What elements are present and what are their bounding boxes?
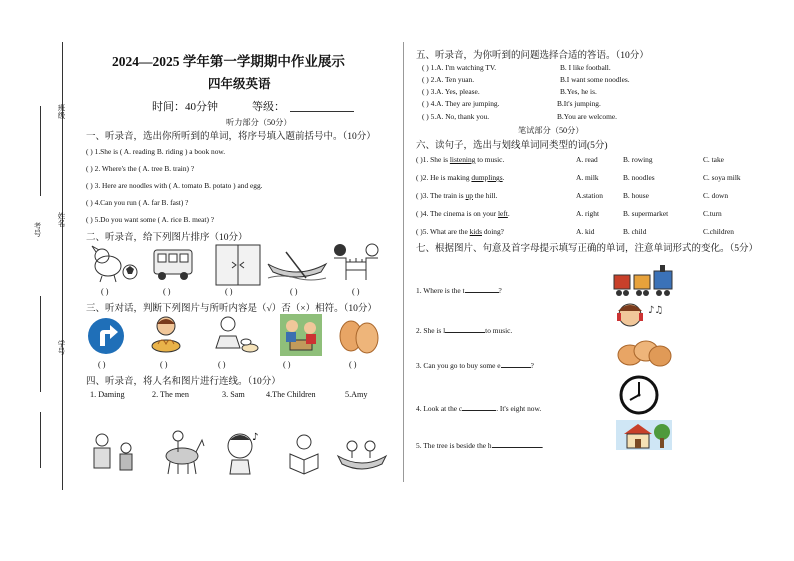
q1-item-1: ( ) 1.She is ( A. reading B. riding ) a book now.	[86, 147, 226, 156]
q6-row-4-sentence: ( )4. The cinema is on your left.	[416, 209, 510, 218]
q5-row-4-right: B.It's jumping.	[557, 99, 601, 108]
q2-title: 二、听录音，给下列图片排序（10分）	[86, 233, 248, 243]
q6-row-5-option-c: C.children	[703, 227, 734, 236]
children-boat-picture	[336, 430, 388, 474]
boy-reading-picture	[282, 432, 328, 476]
q6-row-1-option-a: A. read	[576, 155, 598, 164]
svg-text:♪: ♪	[252, 432, 259, 443]
q6-row-3-sentence: ( )3. The train is up the hill.	[416, 191, 498, 200]
dog-football-picture	[88, 244, 140, 284]
q6-row-5-option-a: A. kid	[576, 227, 595, 236]
q2-bracket-4[interactable]: ( )	[290, 287, 298, 296]
q5-row-1-left: ( ) 1.A. I'm watching TV.	[422, 63, 497, 72]
side-label-class: 班级	[57, 104, 66, 119]
turn-right-sign-picture	[86, 316, 126, 356]
q3-bracket-2[interactable]: ( )	[160, 360, 168, 369]
girl-noodles-picture	[146, 314, 186, 356]
q6-row-4-option-b: B. supermarket	[623, 209, 669, 218]
boys-chess-picture	[280, 314, 322, 356]
q6-row-1-option-b: B. rowing	[623, 155, 653, 164]
q5-row-1-right: B. I like football.	[560, 63, 611, 72]
q3-bracket-3[interactable]: ( )	[218, 360, 226, 369]
q4-name-3: 3. Sam	[222, 390, 245, 399]
side-blank-3	[40, 412, 41, 468]
q6-row-3-option-c: C. down	[703, 191, 729, 200]
q7-title: 七、根据图片、句意及首字母提示填写正确的单词，注意单词形式的变化。（5分）	[416, 244, 759, 254]
side-label-name: 姓名	[57, 212, 66, 227]
listening-section-title: 听力部分（50分）	[226, 118, 292, 127]
bus-picture	[150, 246, 196, 282]
toy-train-picture	[612, 265, 674, 299]
girl-listening-picture	[612, 299, 674, 333]
q7-item-2: 2. She is l to music.	[416, 326, 513, 335]
q6-row-4-option-c: C.turn	[703, 209, 722, 218]
q4-name-2: 2. The men	[152, 390, 189, 399]
q6-row-1-option-c: C. take	[703, 155, 724, 164]
family-picture	[88, 432, 140, 476]
q7-item-3: 3. Can you go to buy some e ?	[416, 361, 534, 370]
side-label-exam-no: 考号	[33, 222, 42, 237]
q3-bracket-5[interactable]: ( )	[349, 360, 357, 369]
q5-row-3-right: B.Yes, he is.	[560, 87, 597, 96]
q2-bracket-3[interactable]: ( )	[225, 287, 233, 296]
written-section-title: 笔试部分（50分）	[518, 126, 584, 135]
side-blank-2	[40, 296, 41, 392]
q6-row-4-option-a: A. right	[576, 209, 599, 218]
q1-item-3: ( ) 3. Here are noodles with ( A. tomato B. potato ) and egg.	[86, 181, 263, 190]
q7-blank-4[interactable]	[462, 410, 496, 411]
clock-picture	[618, 374, 660, 416]
page-subtitle: 四年级英语	[208, 77, 271, 91]
q7-blank-3[interactable]	[501, 367, 531, 368]
svg-text:♪♫: ♪♫	[648, 305, 664, 316]
rowing-boat-picture	[266, 250, 328, 282]
q4-name-4: 4.The Children	[266, 390, 316, 399]
q6-title: 六、读句子，选出与划线单词同类型的词(5分)	[416, 141, 608, 151]
q6-row-3-option-a: A.station	[576, 191, 603, 200]
q1-item-4: ( ) 4.Can you run ( A. far B. fast) ?	[86, 198, 189, 207]
house-tree-picture	[616, 420, 672, 450]
q2-bracket-5[interactable]: ( )	[352, 287, 360, 296]
q3-title: 三、听对话，判断下列图片与所听内容是（√）否（×）相符。（10分）	[86, 304, 377, 314]
q6-row-2-option-c: C. soya milk	[703, 173, 741, 182]
q1-item-5: ( ) 5.Do you want some ( A. rice B. meat) ?	[86, 215, 215, 224]
q7-blank-5[interactable]	[492, 447, 542, 448]
q4-name-1: 1. Daming	[90, 390, 125, 399]
q2-bracket-2[interactable]: ( )	[163, 287, 171, 296]
q3-bracket-1[interactable]: ( )	[98, 360, 106, 369]
chess-players-picture	[330, 242, 382, 284]
q1-title: 一、听录音，选出你所听到的单词，将序号填入题前括号中。（10分）	[86, 132, 376, 142]
person-dumplings-picture	[210, 314, 260, 356]
q4-name-5: 5.Amy	[345, 390, 368, 399]
boy-singing-picture	[218, 430, 264, 476]
q3-bracket-4[interactable]: ( )	[283, 360, 291, 369]
q6-row-3-option-b: B. house	[623, 191, 649, 200]
q5-row-4-left: ( ) 4.A. They are jumping.	[422, 99, 500, 108]
man-horse-picture	[156, 430, 206, 476]
q6-row-1-sentence: ( )1. She is listening to music.	[416, 155, 505, 164]
q7-item-5: 5. The tree is beside the h .	[416, 441, 544, 450]
q6-row-5-option-b: B. child	[623, 227, 647, 236]
q5-title: 五、听录音，为你听到的问题选择合适的答语。（10分）	[416, 51, 649, 61]
q4-title: 四、听录音，将人名和图片进行连线。（10分）	[86, 377, 281, 387]
q5-row-2-left: ( ) 2.A. Ten yuan.	[422, 75, 475, 84]
q5-row-2-right: B.I want some noodles.	[560, 75, 630, 84]
eggs-picture-2	[616, 337, 672, 369]
time-label: 时间：40分钟	[152, 101, 218, 113]
q1-item-2: ( ) 2. Where's the ( A. tree B. train) ?	[86, 164, 195, 173]
q6-row-2-sentence: ( )2. He is making dumplings.	[416, 173, 505, 182]
q7-item-1: 1. Where is the t ?	[416, 286, 502, 295]
q7-item-4: 4. Look at the c . It's eight now.	[416, 404, 542, 413]
side-blank-1	[40, 106, 41, 196]
q6-row-5-sentence: ( )5. What are the kids doing?	[416, 227, 504, 236]
eggs-picture	[338, 314, 380, 356]
q2-bracket-1[interactable]: ( )	[101, 287, 109, 296]
side-label-number: 学号	[57, 340, 66, 355]
q7-blank-2[interactable]	[445, 332, 485, 333]
q5-row-5-right: B.You are welcome.	[557, 112, 618, 121]
q6-row-2-option-b: B. noodles	[623, 173, 655, 182]
q7-blank-1[interactable]	[465, 292, 499, 293]
lift-door-picture	[214, 244, 262, 286]
q5-row-5-left: ( ) 5.A. No, thank you.	[422, 112, 490, 121]
page-title: 2024—2025 学年第一学期期中作业展示	[112, 54, 345, 69]
grade-blank[interactable]	[290, 111, 354, 112]
column-divider	[403, 42, 404, 482]
q5-row-3-left: ( ) 3.A. Yes, please.	[422, 87, 480, 96]
q6-row-2-option-a: A. milk	[576, 173, 599, 182]
grade-label: 等级：	[252, 101, 285, 113]
